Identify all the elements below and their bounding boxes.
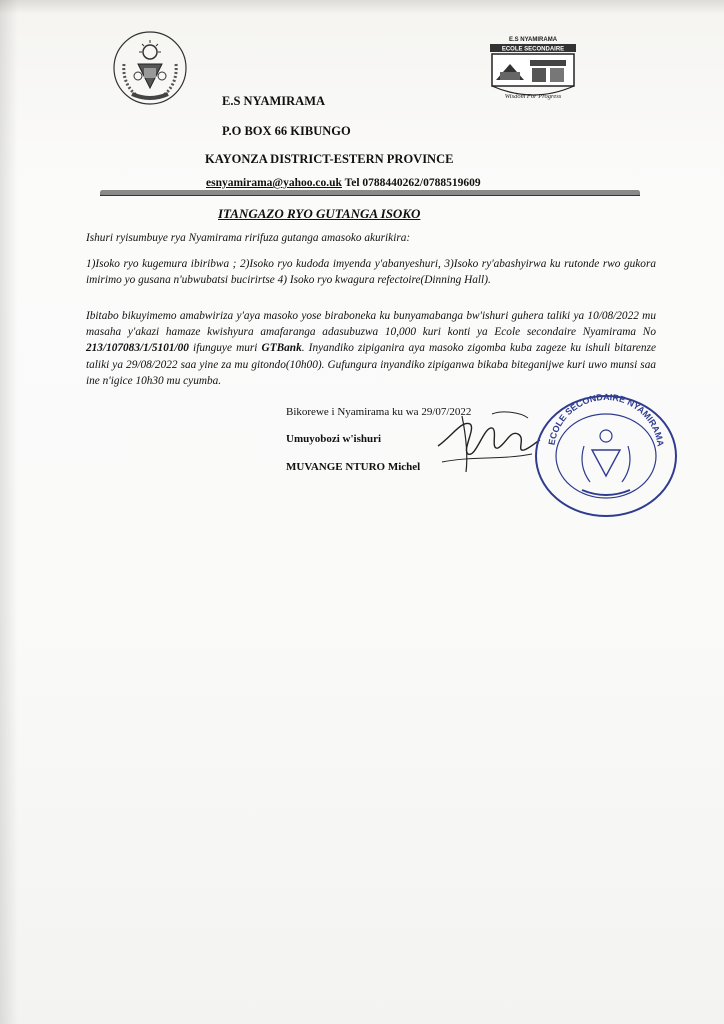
notice-intro: Ishuri ryisumbuye rya Nyamirama ririfuza gutanga amasoko akurikira: xyxy=(86,232,411,244)
school-name: E.S NYAMIRAMA xyxy=(222,94,326,108)
signatory-role: Umuyobozi w'ishuri xyxy=(286,433,382,445)
account-number: 213/107083/1/5101/00 xyxy=(86,342,189,355)
handwritten-signature xyxy=(432,406,544,476)
school-logo-top-text: E.S NYAMIRAMA xyxy=(508,37,558,43)
email-address: esnyamirama@yahoo.co.uk xyxy=(206,177,342,189)
official-stamp xyxy=(532,386,680,518)
bank-name: GTBank xyxy=(261,342,302,355)
date-line: Bikorewe i Nyamirama ku wa 29/07/2022 xyxy=(286,406,472,418)
notice-items: 1)Isoko ryo kugemura ibiribwa ; 2)Isoko ryo kudoda imyenda y'abanyeshuri, 3)Isoko ry'abashyirwa ku rutonde rwo gukora imirimo yo gusana n'ubwubatsi bucirirtse 4) Isoko ryo kwagura refectoire(Dinning Hall). xyxy=(86,258,656,287)
body-text-3: . Inyandiko zipiganira aya masoko zigomba kuba zageze ku ishuli bitarenze taliki ya 29/08/2022 saa yine za mu gitondo(10h00). Gufungura inyandiko zipiganwa bikaba biteganijwe kuri uwo munsi saa ine n'igice 10h30 mu cyumba. xyxy=(86,342,656,387)
contact-line xyxy=(206,177,481,189)
phone-numbers: Tel 0788440262/0788519609 xyxy=(341,177,481,189)
district-line: KAYONZA DISTRICT-ESTERN PROVINCE xyxy=(205,152,454,166)
stamp-top-text: ECOLE SECONDAIRE NYAMIRAMA xyxy=(546,391,666,448)
po-box: P.O BOX 66 KIBUNGO xyxy=(222,124,351,138)
coat-of-arms-logo xyxy=(110,28,190,108)
signatory-name: MUVANGE NTURO Michel xyxy=(286,461,421,473)
notice-title: ITANGAZO RYO GUTANGA ISOKO xyxy=(218,206,421,221)
scan-edge-shadow xyxy=(0,0,18,1024)
school-logo xyxy=(484,34,582,106)
school-logo-banner: ECOLE SECONDAIRE xyxy=(501,46,565,53)
body-text-1: Ibitabo bikuyimemo amabwiriza y'aya masoko yose biraboneka ku bunyamabanga bw'ishuri guhera taliki ya 10/08/2022 mu masaha y'akazi hamaze kwishyura amafaranga adasubuzwa 10,000 kuri konti ya Ecole secondaire Nyamirama No xyxy=(86,310,656,339)
school-motto: Wisdom For Progress xyxy=(504,93,562,100)
notice-body xyxy=(86,308,656,389)
body-text-2: ifunguye muri xyxy=(188,342,262,355)
header-divider xyxy=(100,190,640,195)
scan-top-shadow xyxy=(0,0,724,14)
